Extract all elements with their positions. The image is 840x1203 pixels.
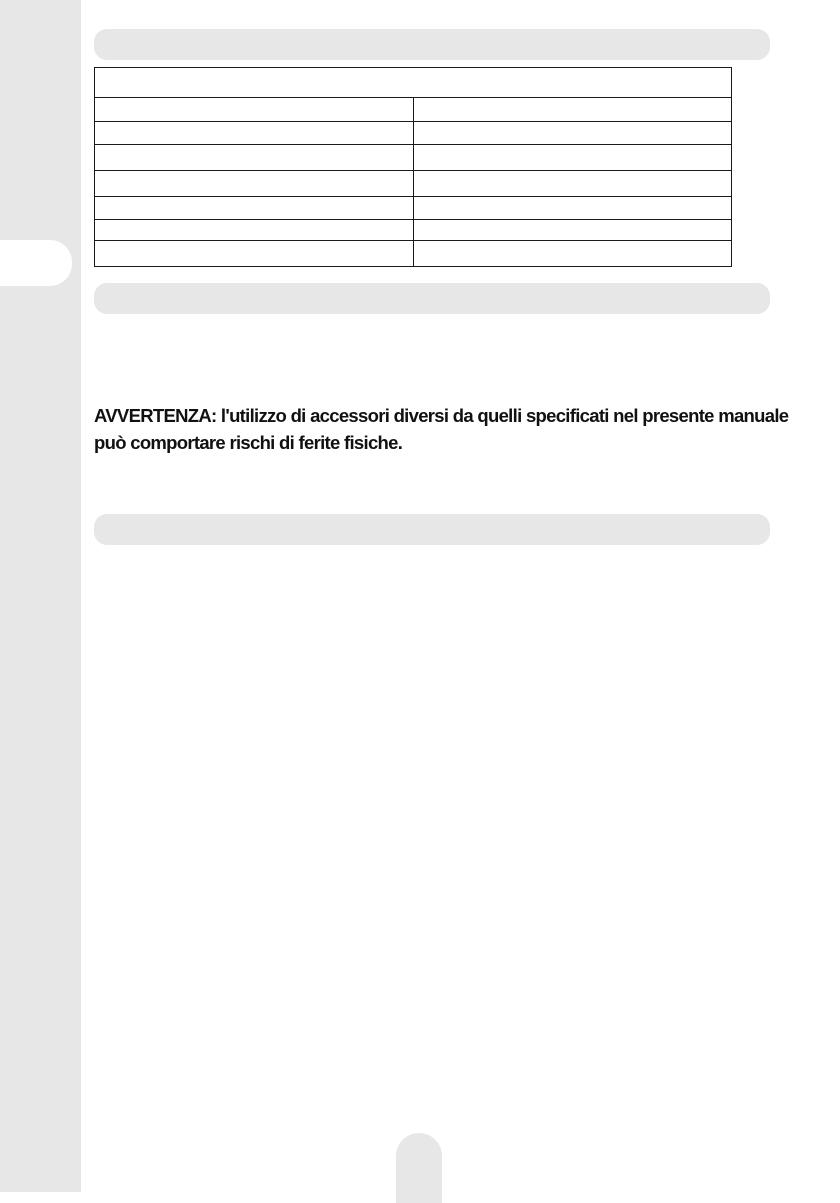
table-row: [95, 98, 732, 122]
table-row: [95, 241, 732, 267]
page-number-tab: [396, 1133, 442, 1203]
table-cell: [413, 145, 732, 171]
section-header-bar-3: [94, 514, 770, 545]
table-cell: [95, 171, 414, 197]
table-row: [95, 145, 732, 171]
warning-notice: [94, 402, 794, 456]
table-cell: [95, 145, 414, 171]
warning-line-2: può comportare rischi di ferite fisiche.: [94, 432, 403, 453]
warning-line-1: AVVERTENZA: l'utilizzo di accessori diversi da quelli specificati nel presente manuale: [94, 405, 789, 426]
table-row: [95, 220, 732, 241]
table-header-row: [95, 68, 732, 98]
table-cell: [413, 241, 732, 267]
table-cell: [413, 220, 732, 241]
table-cell: [95, 241, 414, 267]
section-header-bar-2: [94, 283, 770, 314]
side-tab: [0, 240, 72, 286]
table-cell: [95, 98, 414, 122]
table-cell: [413, 122, 732, 145]
section-header-bar-1: [94, 29, 770, 60]
table-header-cell: [95, 68, 732, 98]
table-cell: [95, 122, 414, 145]
table-row: [95, 122, 732, 145]
table-cell: [413, 197, 732, 220]
table-cell: [413, 171, 732, 197]
table-cell: [413, 98, 732, 122]
specifications-table: [94, 67, 732, 267]
table-row: [95, 171, 732, 197]
table-cell: [95, 197, 414, 220]
side-strip: [0, 0, 81, 1192]
table-cell: [95, 220, 414, 241]
table-row: [95, 197, 732, 220]
